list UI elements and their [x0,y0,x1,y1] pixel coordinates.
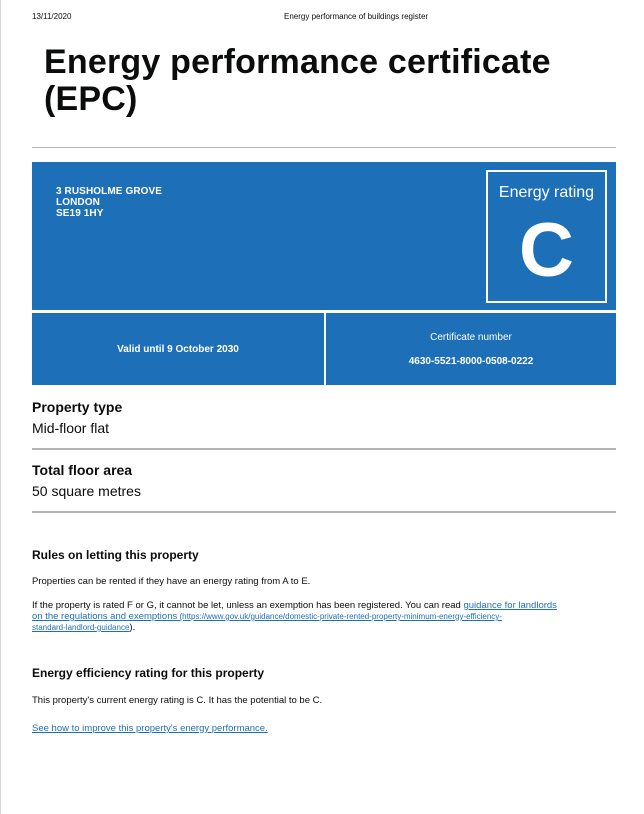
page-title-line1: Energy performance certificate [44,43,551,81]
address-line2: LONDON [56,197,100,208]
page-title-line2: (EPC) [44,80,138,118]
floor-area-label: Total floor area [32,462,133,478]
rules-heading: Rules on letting this property [32,548,199,562]
floor-area-value: 50 square metres [32,483,141,499]
property-type-label: Property type [32,399,123,415]
print-header [32,12,616,24]
rules-paragraph-2-end: ). [129,622,136,633]
certificate-number: 4630-5521-8000-0508-0222 [408,356,534,367]
page-edge [0,0,1,814]
address-line1: 3 RUSHOLME GROVE [56,186,163,197]
energy-rating-value: C [519,208,574,293]
valid-until: Valid until 9 October 2030 [117,344,239,355]
print-date: 13/11/2020 [32,12,72,21]
landlord-guidance-link[interactable]: guidance for landlords [463,600,557,611]
epc-summary-panel [32,162,616,310]
rules-paragraph-1: Properties can be rented if they have an energy rating from A to E. [32,576,311,587]
property-address [56,186,162,219]
energy-rating-box [486,170,607,303]
certificate-panel [326,313,616,385]
section-divider [32,511,616,513]
energy-rating-label: Energy rating [498,184,595,201]
landlord-guidance-url[interactable]: (https://www.gov.uk/guidance/domestic-private-rented-property-minimum-energy-efficiency- [177,612,502,621]
validity-panel [32,313,324,385]
improve-performance-link[interactable]: See how to improve this property's energy performance. [32,723,268,734]
landlord-guidance-link-cont[interactable]: on the regulations and exemptions [32,611,178,622]
print-title: Energy performance of buildings register [284,12,429,21]
certificate-number-label: Certificate number [430,332,512,343]
rules-paragraph-2 [32,600,620,633]
page-title [44,44,604,118]
efficiency-paragraph: This property's current energy rating is C. It has the potential to be C. [32,695,323,706]
efficiency-heading: Energy efficiency rating for this property [32,666,265,680]
property-type-value: Mid-floor flat [32,420,110,436]
title-divider [32,147,616,148]
section-divider [32,448,616,450]
rules-paragraph-2-text: If the property is rated F or G, it cannot be let, unless an exemption has been registered. You can read [32,600,464,611]
address-line3: SE19 1HY [56,208,104,219]
landlord-guidance-url-cont[interactable]: standard-landlord-guidance [32,623,130,632]
